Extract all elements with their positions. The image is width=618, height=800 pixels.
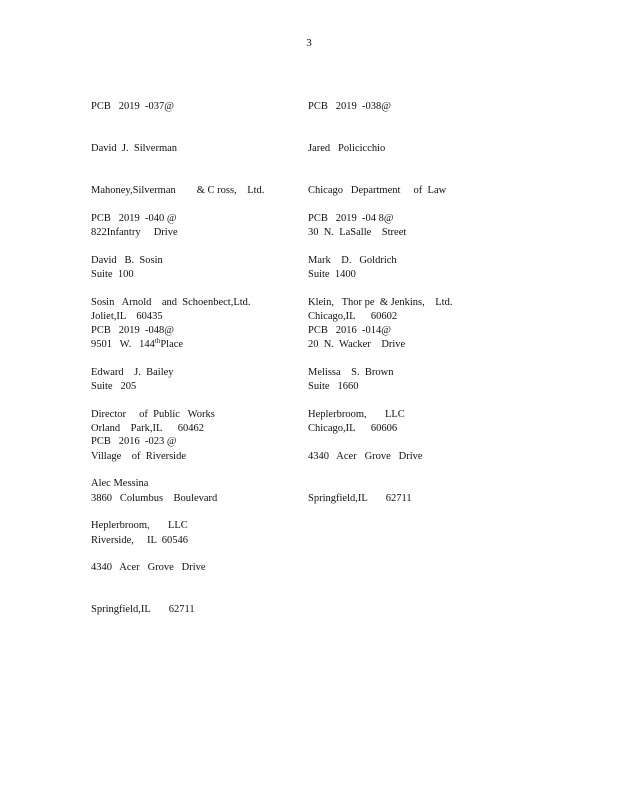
- case-number: PCB 2019 -04 8@: [308, 213, 394, 224]
- street-address: 822Infantry Drive: [91, 227, 178, 238]
- organization: Director of Public Works: [91, 409, 215, 420]
- case-number: PCB 2019 -037@: [91, 101, 174, 112]
- organization: Chicago Department of Law: [308, 185, 447, 196]
- case-number: PCB 2019 -038@: [308, 101, 391, 112]
- ordinal-suffix: th: [154, 337, 161, 345]
- city-state-zip: Joliet,IL 60435: [91, 311, 163, 322]
- suite: Suite 1660: [308, 381, 359, 392]
- city-state-zip: Springfield,IL 62711: [91, 604, 195, 615]
- city-state-zip: Chicago,IL 60602: [308, 311, 398, 322]
- contact-name: Mark D. Goldrich: [308, 255, 397, 266]
- contact-name: Jared Policicchio: [308, 143, 386, 154]
- case-number: PCB 2019 -048@: [91, 325, 174, 336]
- contact-name: Melissa S. Brown: [308, 367, 394, 378]
- contact-name: Alec Messina: [91, 478, 149, 489]
- contact-name: Edward J. Bailey: [91, 367, 174, 378]
- city-state-zip: Riverside, IL 60546: [91, 535, 189, 546]
- city-state-zip: Springfield,IL 62711: [308, 493, 412, 504]
- street-number: 9501 W. 144: [91, 339, 155, 350]
- contact-name: David B. Sosin: [91, 255, 163, 266]
- contact-name: David J. Silverman: [91, 143, 178, 154]
- street-name: Place: [160, 339, 184, 350]
- page-number: 3: [306, 37, 312, 49]
- organization: Sosin Arnold and Schoenbect,Ltd.: [91, 297, 251, 308]
- suite: Suite 100: [91, 269, 134, 280]
- city-state-zip: Orland Park,IL 60462: [91, 423, 205, 434]
- organization: Heplerbroom, LLC: [91, 520, 188, 531]
- case-number: PCB 2016 -014@: [308, 325, 391, 336]
- organization-line-2: Village of Riverside: [91, 451, 187, 462]
- suite: Suite 205: [91, 381, 137, 392]
- street-address: 30 N. LaSalle Street: [308, 227, 407, 238]
- organization: Mahoney,Silverman & C ross, Ltd.: [91, 185, 265, 196]
- address-block: [91, 407, 206, 631]
- street-address: 4340 Acer Grove Drive: [308, 451, 423, 462]
- street-address: 4340 Acer Grove Drive: [91, 562, 206, 573]
- case-number: PCB 2019 -040 @: [91, 213, 177, 224]
- organization: Klein, Thor pe & Jenkins, Ltd.: [308, 297, 453, 308]
- organization: Heplerbroom, LLC: [308, 409, 405, 420]
- city-state-zip: Chicago,IL 60606: [308, 423, 398, 434]
- case-number: PCB 2016 -023 @: [91, 436, 177, 447]
- street-address: 3860 Columbus Boulevard: [91, 493, 218, 504]
- suite: Suite 1400: [308, 269, 356, 280]
- street-address: 20 N. Wacker Drive: [308, 339, 406, 350]
- address-block: [308, 296, 423, 520]
